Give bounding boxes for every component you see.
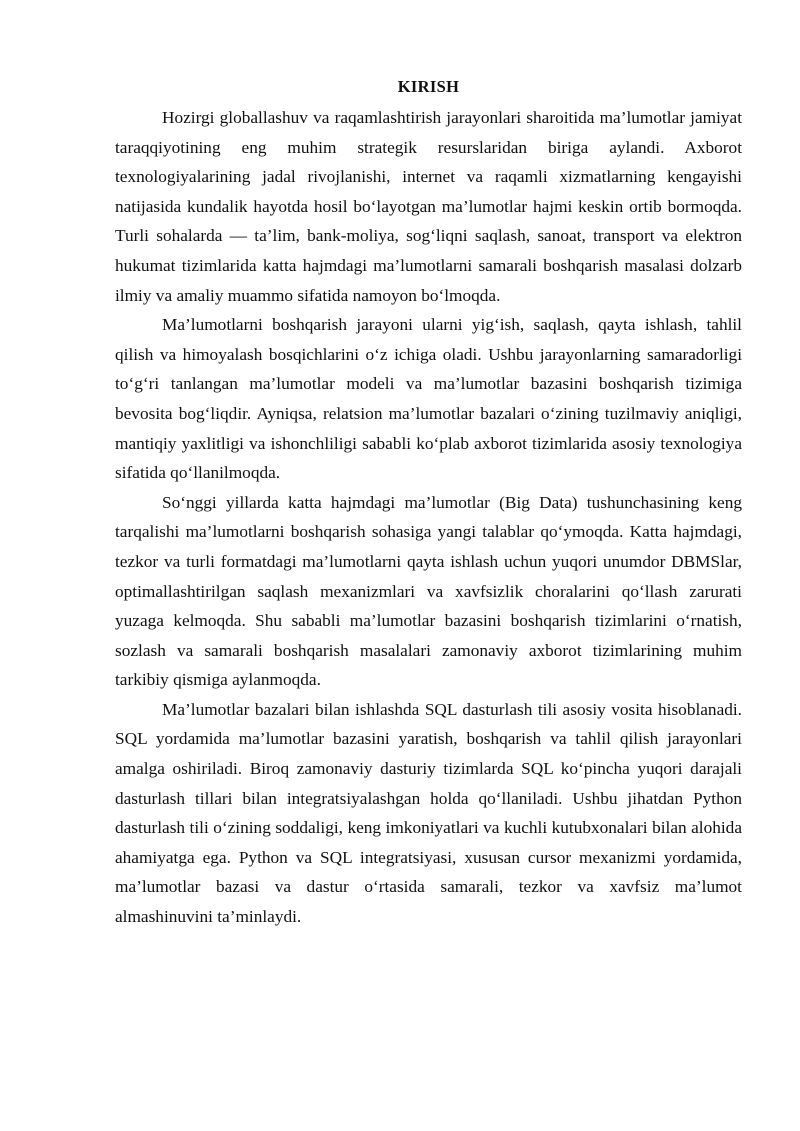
paragraph-2: Ma’lumotlarni boshqarish jarayoni ularni yig‘ish, saqlash, qayta ishlash, tahlil qilish va himoyalash bosqichlarini o‘z ichiga oladi. Ushbu jarayonlarning samaradorligi to‘g‘ri tanlangan ma’lumotlar modeli va ma’lumotlar bazasini boshqarish tizimiga bevosita bog‘liqdir. Ayniqsa, relatsion ma’lumotlar bazalari o‘zining tuzilmaviy aniqligi, mantiqiy yaxlitligi va ishonchliligi sababli ko‘plab axborot tizimlarida asosiy texnologiya sifatida qo‘llanilmoqda. xyxy=(115,315,742,483)
document-page xyxy=(115,72,742,932)
paragraph-3: So‘nggi yillarda katta hajmdagi ma’lumotlar (Big Data) tushunchasining keng tarqalishi ma’lumotlarni boshqarish sohasiga yangi talablar qo‘ymoqda. Katta hajmdagi, tezkor va turli formatdagi ma’lumotlarni qayta ishlash uchun yuqori unumdor DBMSlar, optimallashtirilgan saqlash mexanizmlari va xavfsizlik choralarini qo‘llash zarurati yuzaga kelmoqda. Shu sababli ma’lumotlar bazasini boshqarish tizimlarini o‘rnatish, sozlash va samarali boshqarish masalalari zamonaviy axborot tizimlarining muhim tarkibiy qismiga aylanmoqda. xyxy=(115,492,742,690)
paragraph-1: Hozirgi globallashuv va raqamlashtirish jarayonlari sharoitida ma’lumotlar jamiyat taraqqiyotining eng muhim strategik resurslaridan biriga aylandi. Axborot texnologiyalarining jadal rivojlanishi, internet va raqamli xizmatlarning kengayishi natijasida kundalik hayotda hosil bo‘layotgan ma’lumotlar hajmi keskin ortib bormoqda. Turli sohalarda — ta’lim, bank-moliya, sog‘liqni saqlash, sanoat, transport va elektron hukumat tizimlarida katta hajmdagi ma’lumotlarni samarali boshqarish masalasi dolzarb ilmiy va amaliy muammo sifatida namoyon bo‘lmoqda. xyxy=(115,108,742,305)
paragraph-4: Ma’lumotlar bazalari bilan ishlashda SQL dasturlash tili asosiy vosita hisoblanadi. SQL yordamida ma’lumotlar bazasini yaratish, boshqarish va tahlil qilish jarayonlari amalga oshiriladi. Biroq zamonaviy dasturiy tizimlarda SQL ko‘pincha yuqori darajali dasturlash tillari bilan integratsiyalashgan holda qo‘llaniladi. Ushbu jihatdan Python dasturlash tili o‘zining soddaligi, keng imkoniyatlari va kuchli kutubxonalari bilan alohida ahamiyatga ega. Python va SQL integratsiyasi, xususan cursor mexanizmi yordamida, ma’lumotlar bazasi va dastur o‘rtasida samarali, tezkor va xavfsiz ma’lumot almashinuvini ta’minlaydi. xyxy=(115,699,742,927)
section-title: KIRISH xyxy=(397,77,460,96)
